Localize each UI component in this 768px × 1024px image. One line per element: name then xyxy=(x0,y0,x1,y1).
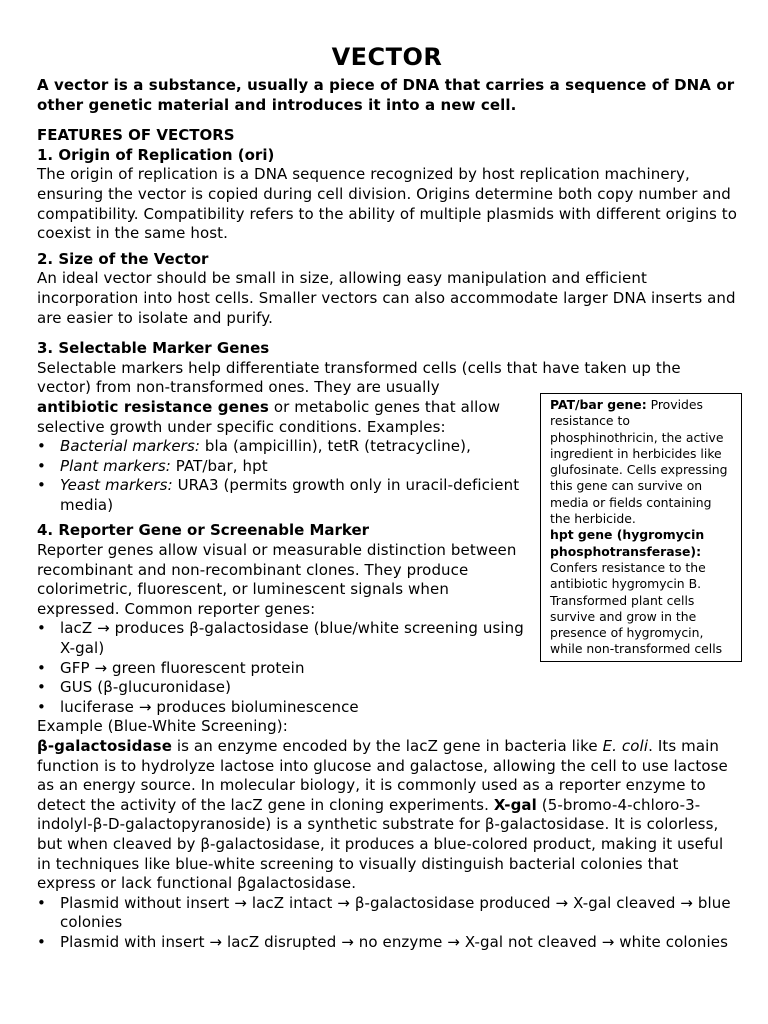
section-3-text-b xyxy=(37,398,532,437)
list-item: • Plant markers: PAT/bar, hpt xyxy=(37,457,532,477)
bgal-paragraph: β-galactosidase is an enzyme encoded by the lacZ gene in bacteria like E. coli. Its main function is to hydrolyze lactose into glucose and galactose, allowing the cell to use lactose as an energy source. In molecular biology, it is commonly used as a reporter enzyme to detect the activity of the lacZ gene in cloning experiments. X-gal (5-bromo-4-chloro-3-indolyl-β-D-galactopyranoside) is a synthetic substrate for β-galactosidase. It is colorless, but when cleaved by β-galactosidase, it produces a blue-colored product, making it useful in techniques like blue-white screening to visually distinguish bacterial colonies that express or lack functional βgalactosidase. xyxy=(37,737,728,893)
antibiotic-resistance-term: antibiotic resistance genes xyxy=(37,397,269,416)
section-3-text-a: Selectable markers help differentiate transformed cells (cells that have taken up the vector) from non-transformed ones. They are usually xyxy=(37,358,681,397)
hpt-text: Confers resistance to the antibiotic hygromycin B. Transformed plant cells survive and grow in the presence of hygromycin, while non-transformed cells xyxy=(550,559,723,657)
bgal-term: β-galactosidase xyxy=(37,737,172,755)
example-heading: Example (Blue-White Screening): xyxy=(37,717,288,736)
intro-paragraph: A vector is a substance, usually a piece of DNA that carries a sequence of DNA or other genetic material and introduces it into a new cell. xyxy=(37,76,735,114)
features-heading: FEATURES OF VECTORS xyxy=(37,126,235,145)
list-item: • lacZ → produces β-galactosidase (blue/white screening using X-gal) xyxy=(37,619,532,658)
list-item: • Yeast markers: URA3 (permits growth only in uracil-deficient media) xyxy=(37,476,532,515)
section-3-heading: 3. Selectable Marker Genes xyxy=(37,339,270,358)
list-item: • GUS (β-glucuronidase) xyxy=(37,678,737,698)
section-1-text: The origin of replication is a DNA sequence recognized by host replication machinery, ensuring the vector is copied during cell division. Origins determine both copy number and compatibility. Compatibility refers to the ability of multiple plasmids with different origins to coexist in the same host. xyxy=(37,165,737,243)
section-3-text-b-rest: or metabolic genes that allow selective growth under specific conditions. Examples: xyxy=(37,397,501,436)
screening-outcome-list xyxy=(37,894,737,953)
hpt-label: hpt gene (hygromycin phosphotransferase): xyxy=(550,527,705,559)
pat-bar-text: Provides resistance to phosphinothricin, the active ingredient in herbicides like glufosinate. Cells expressing this gene can survive on media or fields containing the herbicide. xyxy=(550,397,728,527)
section-4-heading: 4. Reporter Gene or Screenable Marker xyxy=(37,521,370,540)
page-title: VECTOR xyxy=(331,43,443,71)
list-item: • Plasmid with insert → lacZ disrupted → no enzyme → X-gal not cleaved → white colonies xyxy=(37,933,737,953)
section-2-text: An ideal vector should be small in size, allowing easy manipulation and efficient incorporation into host cells. Smaller vectors can also accommodate larger DNA inserts and are easier to isolate and purify. xyxy=(37,269,736,327)
list-item: • Bacterial markers: bla (ampicillin), tetR (tetracycline), xyxy=(37,437,532,457)
section-4-text: Reporter genes allow visual or measurable distinction between recombinant and non-recombinant clones. They produce colorimetric, fluorescent, or luminescent signals when expressed. Common reporter genes: xyxy=(37,541,517,618)
section-2-heading: 2. Size of the Vector xyxy=(37,249,209,268)
section-1-heading: 1. Origin of Replication (ori) xyxy=(37,145,275,164)
ecoli-term: E. coli xyxy=(602,737,649,755)
list-item: • luciferase → produces bioluminescence xyxy=(37,698,737,718)
marker-sidebox xyxy=(540,393,742,662)
pat-bar-label: PAT/bar gene: xyxy=(550,397,647,412)
xgal-term: X-gal xyxy=(493,795,537,814)
list-item: • GFP → green fluorescent protein xyxy=(37,659,737,679)
list-item: • Plasmid without insert → lacZ intact → β-galactosidase produced → X-gal cleaved → blue colonies xyxy=(37,894,737,933)
selectable-marker-list xyxy=(37,437,532,515)
